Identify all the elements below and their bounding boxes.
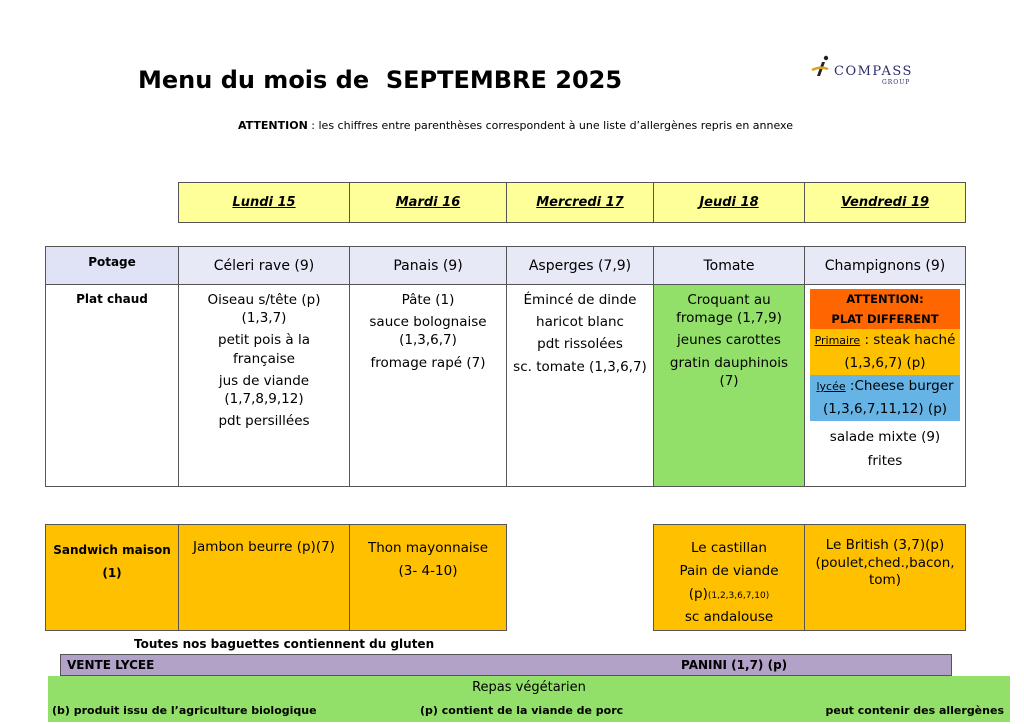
day-header-jeudi: Jeudi 18	[653, 182, 805, 223]
lycee-label: lycée	[816, 380, 846, 393]
lycee-text: :Cheese burger	[845, 378, 954, 394]
sandwich-mardi	[349, 524, 507, 631]
plat-jeudi-line: jeunes carottes	[677, 332, 781, 349]
plat-lundi-line: française	[233, 350, 295, 367]
potage-label: Potage	[45, 246, 179, 285]
plat-mercredi-line: sc. tomate (1,3,6,7)	[513, 358, 647, 375]
plat-chaud-label: Plat chaud	[45, 284, 179, 487]
sandwich-label-text: Sandwich maison	[53, 543, 171, 557]
plat-mercredi-line: pdt rissolées	[537, 336, 623, 353]
plat-lundi-line: (1,7,8,9,12)	[224, 390, 304, 407]
plat-mardi-line: sauce bolognaise	[369, 314, 487, 331]
page-title: Menu du mois de SEPTEMBRE 2025	[138, 66, 623, 94]
notice-text: : les chiffres entre parenthèses correspondent à une liste d’allergènes repris en annexe	[307, 119, 793, 132]
vente-lycee-bar	[60, 654, 952, 676]
sandwich-mardi-line: (3- 4-10)	[398, 562, 458, 579]
legend-bar	[48, 700, 1010, 722]
sandwich-lundi	[178, 524, 350, 631]
plat-mercredi	[506, 284, 654, 487]
day-header-mercredi: Mercredi 17	[506, 182, 654, 223]
plat-lundi-line: petit pois à la	[218, 332, 310, 349]
plat-mardi-line: (1,3,6,7)	[399, 332, 457, 349]
alert-line-2: PLAT DIFFERENT	[831, 312, 939, 326]
plat-mardi	[349, 284, 507, 487]
primaire-text: : steak haché	[860, 332, 956, 348]
plat-jeudi-line: gratin dauphinois	[669, 354, 789, 371]
sandwich-vendredi-line: (poulet,ched.,bacon,	[815, 554, 955, 571]
panini-label: PANINI (1,7) (p)	[681, 658, 788, 672]
potage-lundi: Céleri rave (9)	[178, 246, 350, 285]
sandwich-jeudi-line: sc andalouse	[684, 608, 774, 625]
lycee-allergens: (1,3,6,7,11,12) (p)	[822, 401, 948, 417]
day-header-vendredi: Vendredi 19	[804, 182, 966, 223]
alert-line-1: ATTENTION:	[846, 292, 924, 306]
plat-mercredi-line: haricot blanc	[536, 314, 624, 331]
sandwich-vendredi	[804, 524, 966, 631]
sandwich-vendredi-line: tom)	[869, 572, 901, 589]
plat-lundi-line: jus de viande	[218, 372, 310, 389]
day-header-lundi: Lundi 15	[178, 182, 350, 223]
legend-allergenes: peut contenir des allergènes	[825, 704, 1004, 717]
plat-different-alert	[810, 289, 960, 329]
sandwich-jeudi-line: Pain de viande	[679, 562, 779, 579]
legend-porc: (p) contient de la viande de porc	[420, 704, 624, 717]
potage-vendredi: Champignons (9)	[804, 246, 966, 285]
plat-jeudi-line: (7)	[719, 372, 739, 389]
logo-subtitle: GROUP	[882, 79, 911, 86]
sandwich-label	[45, 524, 179, 631]
legend-bio: (b) produit issu de l’agriculture biologique	[52, 704, 317, 717]
sandwich-jeudi-allergens: (1,2,3,6,7,10)	[707, 590, 770, 601]
plat-lundi-line: pdt persillées	[218, 413, 310, 430]
primaire-label: Primaire	[814, 334, 861, 347]
plat-jeudi	[653, 284, 805, 487]
primaire-allergens: (1,3,6,7) (p)	[844, 355, 926, 371]
plat-lundi	[178, 284, 350, 487]
potage-mercredi: Asperges (7,9)	[506, 246, 654, 285]
sandwich-vendredi-line: Le British (3,7)(p)	[825, 537, 945, 553]
day-header-mardi: Mardi 16	[349, 182, 507, 223]
plat-jeudi-line: fromage (1,7,9)	[676, 310, 782, 327]
sandwich-jeudi-line: (p)	[688, 585, 708, 602]
sandwich-mardi-line: Thon mayonnaise	[367, 540, 489, 556]
potage-mardi: Panais (9)	[349, 246, 507, 285]
notice-bold: ATTENTION	[238, 119, 308, 132]
frites-line: frites	[867, 453, 903, 469]
lycee-option	[810, 375, 960, 421]
gluten-notice: Toutes nos baguettes contiennent du gluten	[134, 637, 435, 651]
potage-jeudi: Tomate	[653, 246, 805, 285]
vegetarian-bar: Repas végétarien	[48, 676, 1010, 700]
plat-mercredi-line: Émincé de dinde	[523, 292, 637, 308]
salade-line: salade mixte (9)	[829, 429, 941, 445]
plat-vendredi	[804, 284, 966, 487]
plat-mardi-line: Pâte (1)	[401, 292, 455, 308]
sandwich-lundi-line: Jambon beurre (p)(7)	[193, 539, 335, 555]
sandwich-jeudi	[653, 524, 805, 631]
plat-lundi-line: Oiseau s/tête (p)	[207, 292, 321, 308]
plat-mardi-line: fromage rapé (7)	[370, 354, 486, 371]
primaire-option	[810, 329, 960, 375]
sandwich-jeudi-line: Le castillan	[691, 540, 767, 556]
logo-name: COMPASS	[834, 64, 913, 79]
allergen-notice	[238, 119, 793, 132]
compass-logo	[808, 52, 936, 88]
sandwich-label-num: (1)	[102, 565, 122, 580]
plat-jeudi-line: Croquant au	[687, 292, 771, 308]
plat-lundi-line: (1,3,7)	[241, 310, 287, 327]
compass-logo-icon	[810, 54, 832, 80]
vente-lycee-label: VENTE LYCEE	[67, 658, 155, 672]
